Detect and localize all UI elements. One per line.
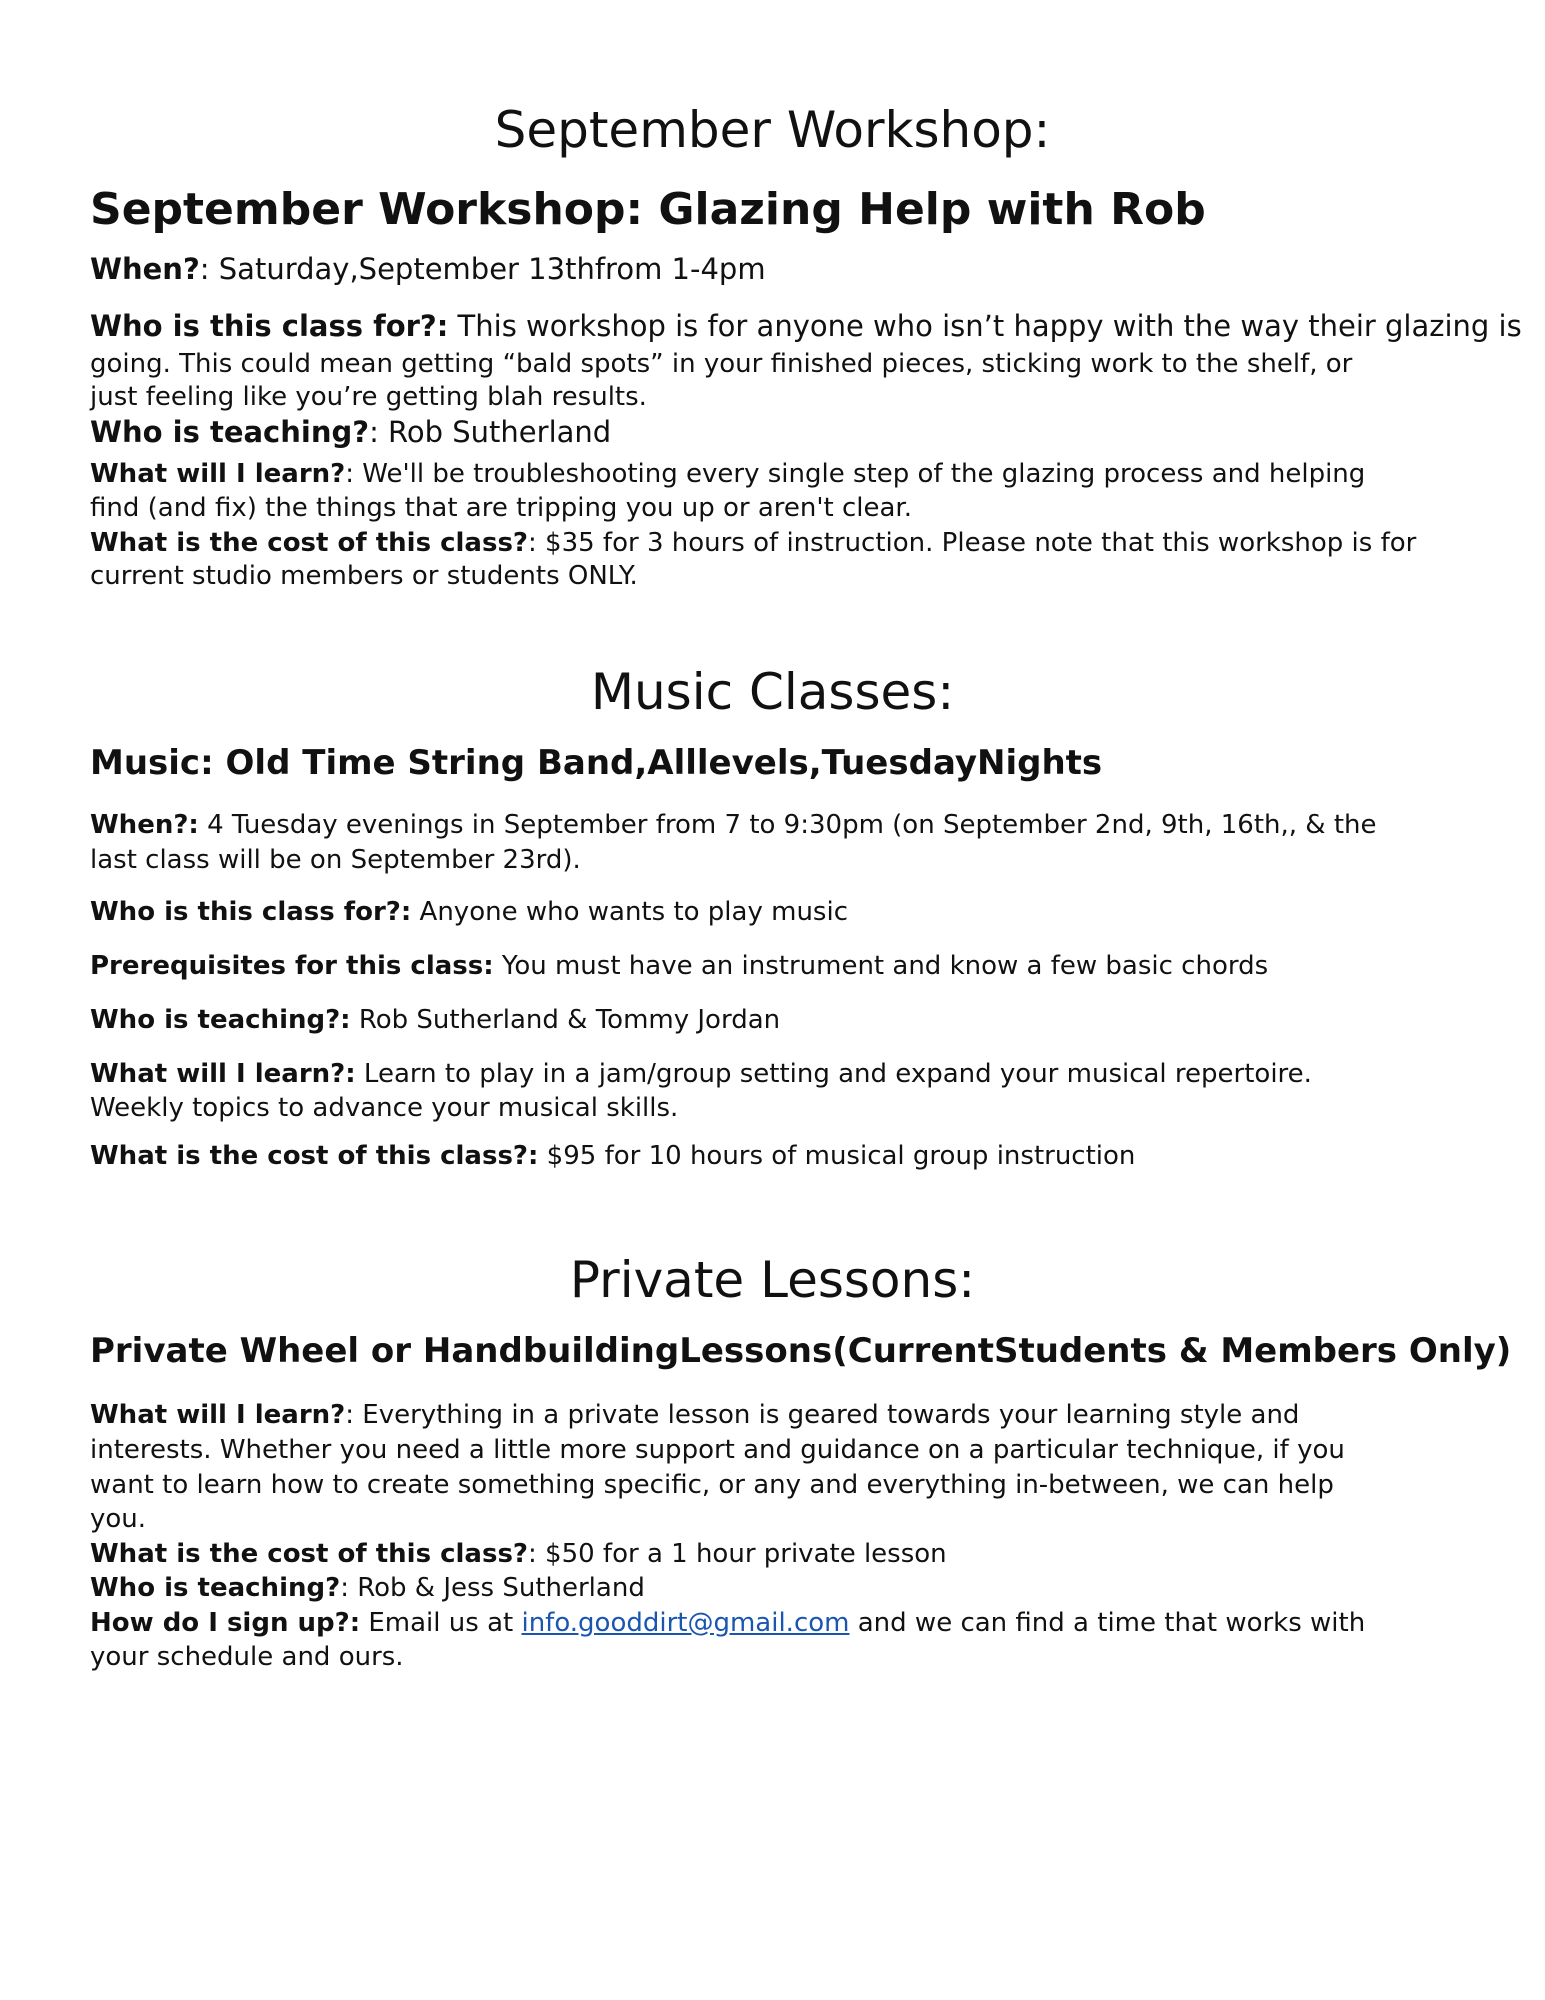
workshop-cost-label: What is the cost of this class? xyxy=(90,528,529,558)
workshop-who-for-line3: just feeling like you’re getting blah results. xyxy=(90,382,647,412)
private-section-title: Private Lessons: xyxy=(569,1251,976,1309)
music-cost-label: What is the cost of this class?: xyxy=(90,1141,539,1171)
private-learn-text: : Everything in a private lesson is geared towards your learning style and xyxy=(345,1400,1300,1430)
music-when-text: 4 Tuesday evenings in September from 7 to 9:30pm (on September 2nd, 9th, 16th,, & the xyxy=(198,810,1377,840)
private-teacher xyxy=(90,1571,1510,1606)
private-cost-label: What is the cost of this class? xyxy=(90,1539,529,1569)
workshop-who-for-label: Who is this class for?: xyxy=(90,309,449,343)
private-learn-line2: interests. Whether you need a little more support and guidance on a particular technique, if you xyxy=(90,1435,1345,1465)
music-when xyxy=(90,808,1510,843)
signup-email-link[interactable]: info.gooddirt@gmail.com xyxy=(521,1608,850,1638)
private-learn-line4: you. xyxy=(90,1504,147,1534)
music-learn-line2: Weekly topics to advance your musical skills. xyxy=(90,1093,679,1123)
private-signup-text-before: Email us at xyxy=(360,1608,522,1638)
workshop-learn xyxy=(90,457,1510,492)
private-signup-label: How do I sign up?: xyxy=(90,1608,361,1638)
private-cost-text: : $50 for a 1 hour private lesson xyxy=(528,1539,947,1569)
private-teacher-text: : Rob & Jess Sutherland xyxy=(340,1573,645,1603)
private-learn-label: What will I learn? xyxy=(90,1400,346,1430)
private-teacher-label: Who is teaching? xyxy=(90,1573,341,1603)
music-teacher-text: Rob Sutherland & Tommy Jordan xyxy=(350,1005,781,1035)
private-signup-line2: your schedule and ours. xyxy=(90,1642,404,1672)
workshop-teacher-label: Who is teaching? xyxy=(90,415,370,449)
music-who-for xyxy=(90,895,1510,930)
workshop-learn-label: What will I learn? xyxy=(90,459,346,489)
music-teacher xyxy=(90,1003,1510,1038)
workshop-cost xyxy=(90,526,1510,561)
private-learn xyxy=(90,1398,1510,1433)
music-cost-text: $95 for 10 hours of musical group instruction xyxy=(538,1141,1136,1171)
music-teacher-label: Who is teaching?: xyxy=(90,1005,351,1035)
music-learn-text: Learn to play in a jam/group setting and expand your musical repertoire. xyxy=(355,1059,1312,1089)
music-prereq-label: Prerequisites for this class: xyxy=(90,951,494,981)
music-who-for-label: Who is this class for?: xyxy=(90,897,412,927)
music-learn xyxy=(90,1057,1510,1092)
workshop-teacher xyxy=(90,415,1510,450)
workshop-heading: September Workshop: Glazing Help with Rob xyxy=(90,184,1206,235)
workshop-who-for xyxy=(90,309,1545,344)
music-when-line2: last class will be on September 23rd). xyxy=(90,845,581,875)
private-signup xyxy=(90,1606,1510,1641)
workshop-who-for-line2: going. This could mean getting “bald spots” in your finished pieces, sticking work to the shelf, or xyxy=(90,349,1353,379)
workshop-teacher-text: : Rob Sutherland xyxy=(369,415,612,449)
workshop-section-title: September Workshop: xyxy=(494,101,1051,159)
workshop-learn-text: : We'll be troubleshooting every single step of the glazing process and helping xyxy=(345,459,1366,489)
workshop-who-for-text: This workshop is for anyone who isn’t happy with the way their glazing is xyxy=(448,309,1522,343)
music-cost xyxy=(90,1139,1510,1174)
music-prereq-text: You must have an instrument and know a few basic chords xyxy=(493,951,1269,981)
music-heading: Music: Old Time String Band,Alllevels,TuesdayNights xyxy=(90,743,1103,783)
private-cost xyxy=(90,1537,1510,1572)
workshop-when-label: When? xyxy=(90,252,200,286)
workshop-learn-line2: find (and fix) the things that are tripping you up or aren't clear. xyxy=(90,493,912,523)
workshop-when-text: : Saturday,September 13thfrom 1-4pm xyxy=(199,252,766,286)
music-section-title: Music Classes: xyxy=(590,663,955,721)
music-when-label: When?: xyxy=(90,810,199,840)
workshop-cost-line2: current studio members or students ONLY. xyxy=(90,561,638,591)
workshop-cost-text: : $35 for 3 hours of instruction. Please note that this workshop is for xyxy=(528,528,1417,558)
private-signup-text-after: and we can find a time that works with xyxy=(849,1608,1366,1638)
private-heading: Private Wheel or HandbuildingLessons(CurrentStudents & Members Only) xyxy=(90,1331,1512,1371)
workshop-when xyxy=(90,252,1510,287)
music-prereq xyxy=(90,949,1510,984)
music-who-for-text: Anyone who wants to play music xyxy=(411,897,848,927)
private-learn-line3: want to learn how to create something specific, or any and everything in-between, we can help xyxy=(90,1470,1334,1500)
music-learn-label: What will I learn?: xyxy=(90,1059,356,1089)
